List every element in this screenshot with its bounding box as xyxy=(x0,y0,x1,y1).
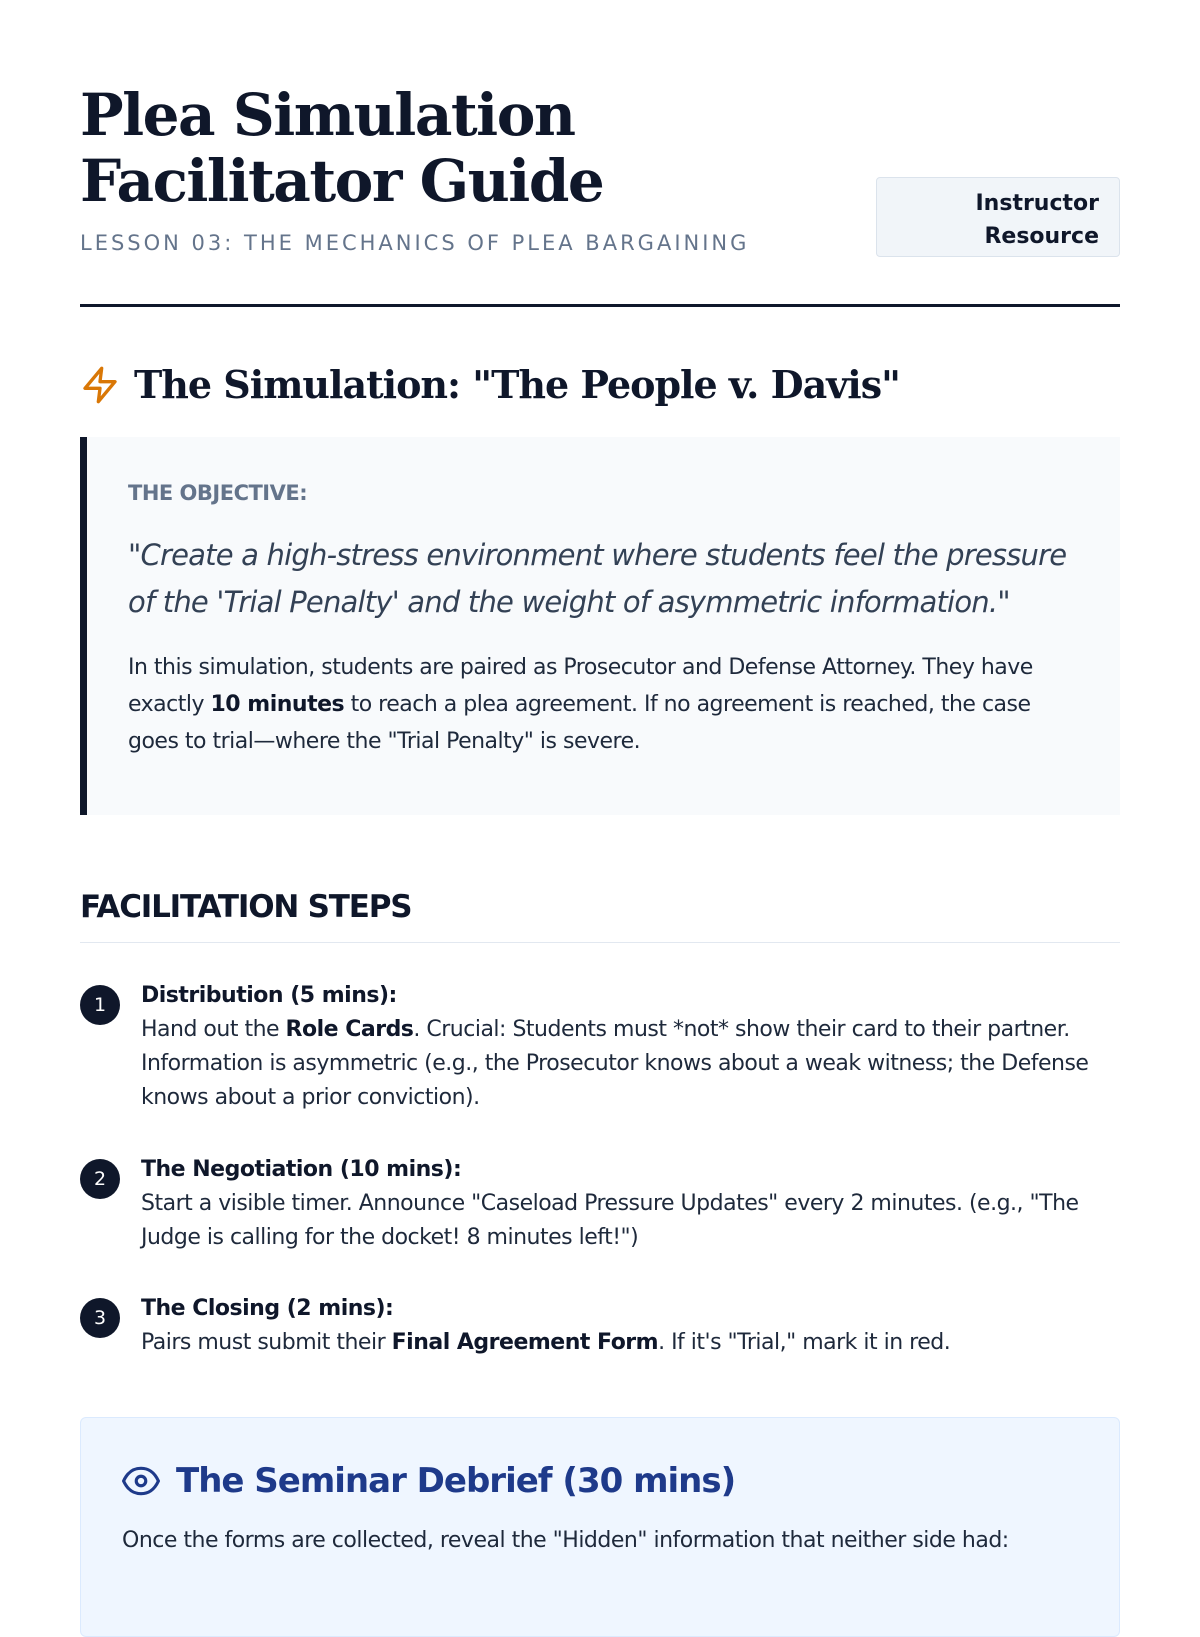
seminar-debrief-card xyxy=(80,1417,1120,1637)
step-text xyxy=(141,1326,1111,1360)
step-number-badge: 3 xyxy=(80,1298,120,1338)
objective-body-text-end: to reach a plea agreement. If no agreement is reached, the case goes to trial—where the "Trial Penalty" is severe. xyxy=(128,692,1031,754)
objective-label: THE OBJECTIVE: xyxy=(128,481,308,505)
objective-quote: "Create a high-stress environment where students feel the pressure of the 'Trial Penalty' and the weight of asymmetric information." xyxy=(128,538,1067,619)
lesson-subtitle: LESSON 03: THE MECHANICS OF PLEA BARGAINING xyxy=(80,231,750,255)
simulation-section-title xyxy=(80,358,900,412)
step-text-bold: Final Agreement Form xyxy=(391,1330,659,1355)
step-number-badge: 2 xyxy=(80,1159,120,1199)
debrief-body: Once the forms are collected, reveal the "Hidden" information that neither side had: xyxy=(122,1528,1009,1553)
simulation-title: The Simulation: "The People v. Davis" xyxy=(134,362,900,407)
lightning-bolt-icon xyxy=(80,365,120,405)
step-title: Distribution (5 mins): xyxy=(141,983,397,1008)
step-text-bold: Role Cards xyxy=(285,1017,414,1042)
objective-callout xyxy=(80,437,1120,815)
step-title: The Negotiation (10 mins): xyxy=(141,1157,462,1182)
step-text xyxy=(141,1013,1131,1115)
debrief-title: The Seminar Debrief (30 mins) xyxy=(176,1461,736,1501)
eye-icon xyxy=(122,1462,160,1500)
step-number-badge: 1 xyxy=(80,985,120,1025)
step-text-end: . If it's "Trial," mark it in red. xyxy=(658,1330,951,1355)
page-title: Plea Simulation Facilitator Guide xyxy=(80,81,604,215)
objective-body-bold: 10 minutes xyxy=(210,692,345,717)
step-text-start: Pairs must submit their xyxy=(141,1330,392,1355)
badge-line-2: Resource xyxy=(984,224,1099,249)
badge-line-1: Instructor xyxy=(975,191,1099,216)
step-text-start: Hand out the xyxy=(141,1017,286,1042)
step-content xyxy=(141,1153,1111,1255)
step-content xyxy=(141,1292,1111,1360)
step-content xyxy=(141,979,1131,1115)
objective-body-text: In this simulation, students are paired as Prosecutor and Defense Attorney. They have exactly xyxy=(128,655,1033,717)
document-page xyxy=(80,0,1120,1553)
debrief-header xyxy=(122,1458,1078,1504)
facilitation-steps-heading: FACILITATION STEPS xyxy=(80,885,1120,943)
step-title: The Closing (2 mins): xyxy=(141,1296,394,1321)
document-header xyxy=(80,0,1120,307)
step-text-end: . Crucial: Students must *not* show their card to their partner. Information is asymmetric (e.g., the Prosecutor knows about a weak witness; the Defense knows about a prior conviction). xyxy=(141,1017,1089,1110)
instructor-resource-badge xyxy=(876,177,1120,257)
objective-body xyxy=(128,649,1084,760)
step-text: Start a visible timer. Announce "Caseload Pressure Updates" every 2 minutes. (e.g., "The Judge is calling for the docket! 8 minutes left!") xyxy=(141,1191,1079,1250)
